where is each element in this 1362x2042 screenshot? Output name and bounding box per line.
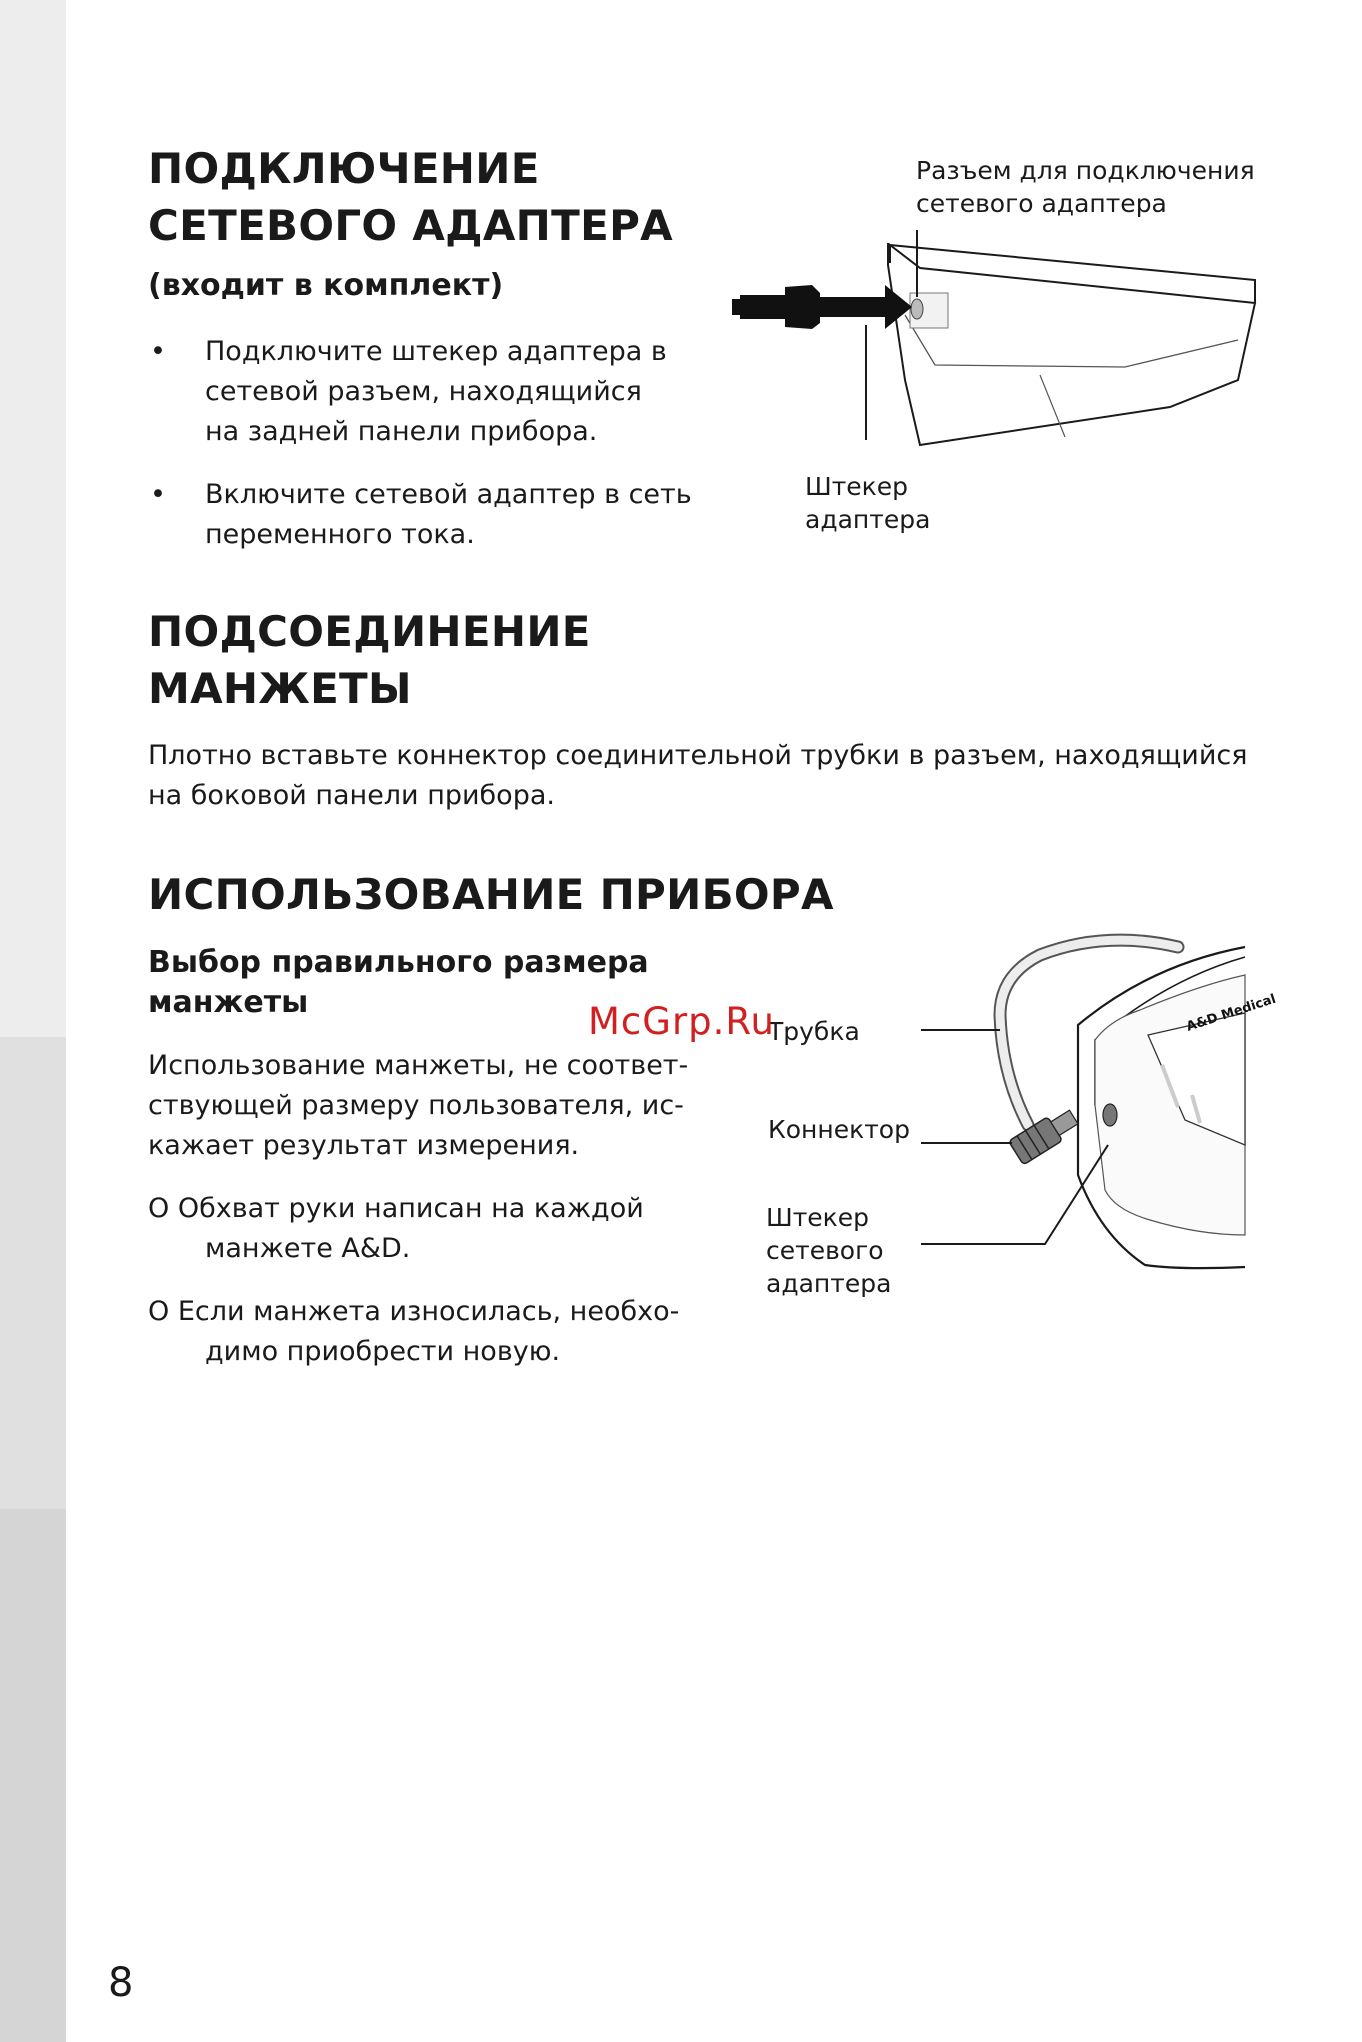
tab-strip-lower — [0, 1509, 66, 2042]
cuff-socket — [1103, 1104, 1117, 1126]
label-connector: Коннектор — [768, 1115, 910, 1144]
tab-strip-middle — [0, 1037, 66, 1509]
label-tube: Трубка — [768, 1017, 860, 1046]
page-number: 8 — [108, 1960, 134, 2006]
device-rear-outline — [888, 243, 1255, 445]
adapter-connection-illustration — [730, 225, 1270, 450]
bullet-icon: • — [150, 336, 166, 367]
adapter-bullet1-line1: Подключите штекер адаптера в — [205, 336, 667, 367]
adapter-title-line2: СЕТЕВОГО АДАПТЕРА — [148, 201, 673, 250]
usage-item2-line1: О Если манжета износилась, необхо- — [148, 1296, 680, 1327]
cuff-text-line2: на боковой панели прибора. — [148, 780, 555, 811]
adapter-cable — [740, 295, 785, 319]
page-edge-tab-strip — [0, 0, 66, 2042]
label-socket-line1: Разъем для подключения — [916, 156, 1255, 185]
cuff-title-line1: ПОДСОЕДИНЕНИЕ — [148, 607, 591, 656]
label-plug2-line2: сетевого — [766, 1236, 884, 1265]
adapter-title-line1: ПОДКЛЮЧЕНИЕ — [148, 144, 540, 193]
adapter-bullet2-line2: переменного тока. — [205, 519, 475, 550]
usage-item1-line1: О Обхват руки написан на каждой — [148, 1193, 644, 1224]
cuff-connection-illustration — [900, 935, 1278, 1275]
adapter-bullet2-line1: Включите сетевой адаптер в сеть — [205, 479, 692, 510]
label-plug2-line3: адаптера — [766, 1269, 892, 1298]
label-plug-line2: адаптера — [805, 505, 931, 534]
watermark: McGrp.Ru — [588, 1000, 775, 1043]
cuff-text-line1: Плотно вставьте коннектор соединительной трубки в разъем, находящийся — [148, 740, 1248, 771]
usage-para-line2: ствующей размеру пользователя, ис- — [148, 1090, 684, 1121]
label-plug-line1: Штекер — [805, 472, 909, 501]
label-socket-line2: сетевого адаптера — [916, 189, 1167, 218]
usage-item1-line2: манжете A&D. — [205, 1233, 411, 1264]
bullet-icon: • — [150, 479, 166, 510]
adapter-bullet1-line3: на задней панели прибора. — [205, 416, 598, 447]
cuff-title-line2: МАНЖЕТЫ — [148, 664, 412, 713]
adapter-subtitle: (входит в комплект) — [148, 268, 504, 303]
usage-title: ИСПОЛЬЗОВАНИЕ ПРИБОРА — [148, 870, 834, 919]
device-brand-label: A&D Medical — [1184, 991, 1278, 1035]
usage-item2-line2: димо приобрести новую. — [205, 1336, 561, 1367]
usage-subtitle-line1: Выбор правильного размера — [148, 945, 649, 980]
usage-para-line1: Использование манжеты, не соответ- — [148, 1050, 689, 1081]
adapter-plug — [785, 285, 820, 329]
adapter-bullet1-line2: сетевой разъем, находящийся — [205, 376, 642, 407]
usage-subtitle-line2: манжеты — [148, 985, 309, 1020]
usage-para-line3: кажает результат измерения. — [148, 1130, 580, 1161]
label-plug2-line1: Штекер — [766, 1203, 870, 1232]
dc-socket — [911, 299, 923, 319]
